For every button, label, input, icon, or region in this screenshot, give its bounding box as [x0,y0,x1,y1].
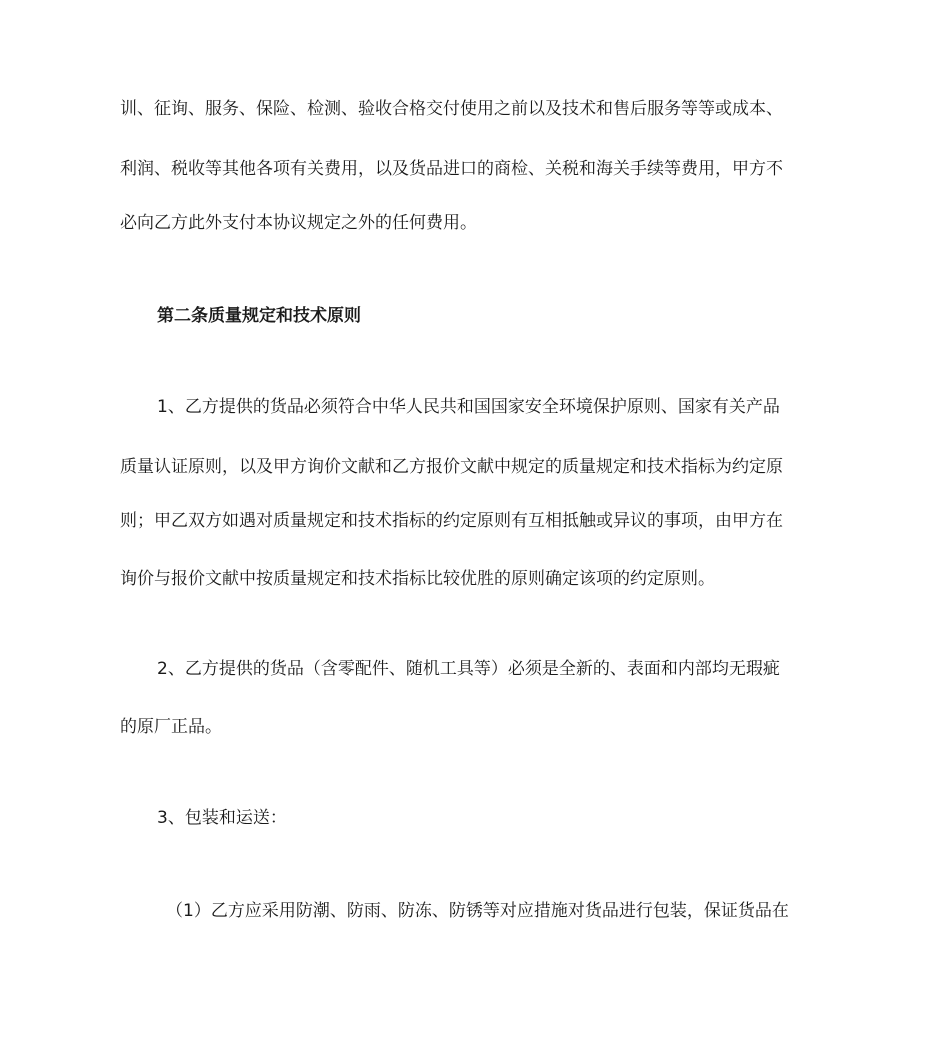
clause-2-line: 2、乙方提供的货品（含零配件、随机工具等）必须是全新的、表面和内部均无瑕疵 [157,659,780,679]
clause-1-line: 质量认证原则，以及甲方询价文献和乙方报价文献中规定的质量规定和技术指标为约定原 [120,457,783,477]
clause-1-line: 1、乙方提供的货品必须符合中华人民共和国国家安全环境保护原则、国家有关产品 [157,397,780,417]
clause-3-1-line: （1）乙方应采用防潮、防雨、防冻、防锈等对应措施对货品进行包装，保证货品在 [166,901,789,921]
section-heading: 第二条质量规定和技术原则 [157,306,361,326]
paragraph-line: 训、征询、服务、保险、检测、验收合格交付使用之前以及技术和售后服务等等或成本、 [120,99,783,119]
clause-1-line: 则；甲乙双方如遇对质量规定和技术指标的约定原则有互相抵触或异议的事项，由甲方在 [120,511,783,531]
clause-1-line: 询价与报价文献中按质量规定和技术指标比较优胜的原则确定该项的约定原则。 [120,569,715,589]
clause-2-line: 的原厂正品。 [120,717,222,737]
paragraph-line: 利润、税收等其他各项有关费用，以及货品进口的商检、关税和海关手续等费用，甲方不 [120,159,783,179]
paragraph-line: 必向乙方此外支付本协议规定之外的任何费用。 [120,213,477,233]
clause-3-heading: 3、包装和运送： [157,808,287,828]
